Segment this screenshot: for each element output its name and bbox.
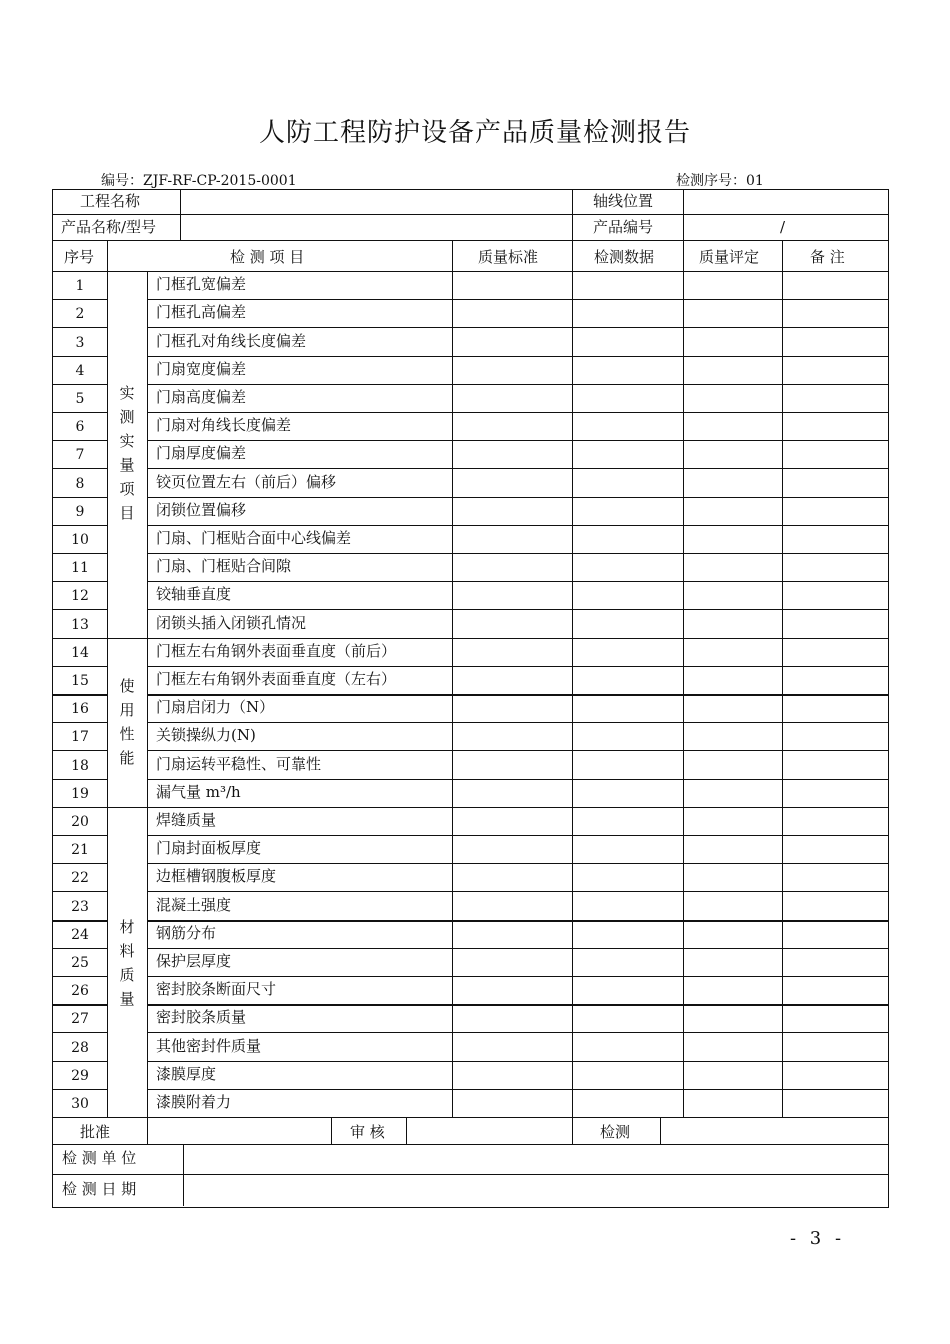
inspection-item: 铰轴垂直度 bbox=[156, 585, 232, 603]
table-rule bbox=[52, 722, 108, 723]
inspection-item: 密封胶条断面尺寸 bbox=[156, 980, 277, 998]
table-rule bbox=[52, 1174, 888, 1175]
table-rule bbox=[52, 891, 108, 892]
row-number: 27 bbox=[71, 1011, 89, 1027]
row-number: 23 bbox=[71, 898, 89, 915]
inspection-item: 门扇对角线长度偏差 bbox=[156, 416, 292, 434]
table-rule bbox=[147, 779, 888, 780]
table-rule bbox=[147, 863, 888, 864]
table-rule bbox=[52, 1061, 108, 1062]
product-name-label: 产品名称/型号 bbox=[61, 218, 157, 236]
header-standard: 质量标准 bbox=[478, 248, 539, 266]
row-number: 22 bbox=[71, 870, 89, 886]
table-rule bbox=[147, 468, 888, 469]
table-rule bbox=[52, 750, 108, 751]
table-rule bbox=[52, 609, 108, 610]
row-number: 26 bbox=[71, 983, 89, 999]
row-number: 4 bbox=[75, 363, 85, 379]
table-rule bbox=[52, 1117, 888, 1118]
row-number: 16 bbox=[71, 701, 89, 717]
table-rule bbox=[147, 525, 888, 526]
row-number: 24 bbox=[71, 927, 89, 943]
row-number: 15 bbox=[71, 673, 89, 689]
table-rule bbox=[572, 240, 573, 1117]
row-number: 12 bbox=[71, 588, 89, 604]
table-rule bbox=[52, 1004, 108, 1006]
inspection-item: 门框孔对角线长度偏差 bbox=[156, 331, 307, 350]
inspection-item: 混凝土强度 bbox=[156, 895, 232, 914]
row-number: 8 bbox=[75, 475, 85, 492]
table-rule bbox=[180, 189, 181, 240]
table-rule bbox=[52, 240, 888, 241]
row-number: 10 bbox=[71, 532, 89, 548]
inspect-label: 检测 bbox=[600, 1123, 631, 1141]
table-rule bbox=[147, 722, 888, 723]
table-rule bbox=[52, 299, 108, 300]
inspection-item: 焊缝质量 bbox=[156, 811, 217, 829]
table-rule bbox=[52, 948, 108, 949]
table-rule bbox=[147, 412, 888, 413]
row-number: 2 bbox=[75, 306, 85, 322]
inspection-item: 门扇、门框贴合间隙 bbox=[156, 557, 292, 575]
inspection-sequence: 检测序号：01 bbox=[676, 173, 764, 189]
table-rule bbox=[52, 863, 108, 864]
row-number: 19 bbox=[71, 786, 89, 802]
row-number: 30 bbox=[71, 1096, 89, 1112]
table-rule bbox=[147, 1061, 888, 1062]
inspection-item: 门框孔宽偏差 bbox=[156, 275, 247, 293]
row-number: 11 bbox=[71, 560, 89, 576]
table-rule bbox=[52, 327, 108, 328]
table-rule bbox=[52, 497, 108, 498]
category-measured-items: 实 测 实 量 项 目 bbox=[119, 384, 135, 522]
product-number-label: 产品编号 bbox=[593, 218, 654, 236]
table-rule bbox=[52, 976, 108, 977]
inspection-item: 门框孔高偏差 bbox=[156, 303, 247, 321]
inspection-item: 漏气量 m³/h bbox=[156, 783, 241, 801]
row-number: 13 bbox=[71, 616, 89, 633]
table-rule bbox=[147, 891, 888, 892]
table-rule bbox=[52, 779, 108, 780]
table-rule bbox=[147, 948, 888, 949]
header-remarks: 备 注 bbox=[810, 248, 845, 266]
table-rule bbox=[147, 497, 888, 498]
inspection-item: 门扇宽度偏差 bbox=[156, 360, 247, 378]
inspection-item: 门扇封面板厚度 bbox=[156, 839, 262, 857]
table-rule bbox=[147, 1032, 888, 1033]
row-number: 21 bbox=[71, 842, 89, 858]
table-rule bbox=[147, 440, 888, 441]
table-rule bbox=[147, 271, 148, 1117]
report-code: 编号：ZJF-RF-CP-2015-0001 bbox=[101, 173, 297, 189]
table-rule bbox=[52, 807, 888, 808]
table-rule bbox=[147, 299, 888, 300]
table-rule bbox=[147, 750, 888, 751]
inspection-item: 保护层厚度 bbox=[156, 952, 232, 970]
header-data: 检测数据 bbox=[594, 248, 655, 266]
inspection-item: 门框左右角钢外表面垂直度（左右） bbox=[156, 670, 397, 688]
inspection-item: 漆膜厚度 bbox=[156, 1065, 217, 1083]
table-rule bbox=[147, 553, 888, 554]
report-title: 人防工程防护设备产品质量检测报告 bbox=[258, 118, 691, 148]
table-rule bbox=[52, 468, 108, 469]
table-rule bbox=[147, 356, 888, 357]
inspection-item: 闭锁位置偏移 bbox=[156, 501, 247, 519]
inspection-item: 漆膜附着力 bbox=[156, 1093, 232, 1111]
table-rule bbox=[683, 240, 684, 1117]
table-rule bbox=[52, 835, 108, 836]
table-rule bbox=[107, 240, 108, 1117]
table-rule bbox=[572, 189, 573, 240]
inspection-item: 门扇高度偏差 bbox=[156, 388, 247, 406]
table-rule bbox=[52, 553, 108, 554]
row-number: 3 bbox=[75, 334, 85, 351]
inspection-unit-label: 检 测 单 位 bbox=[62, 1149, 137, 1167]
table-rule bbox=[147, 976, 888, 977]
axis-position-label: 轴线位置 bbox=[593, 192, 654, 210]
table-rule bbox=[52, 581, 108, 582]
table-rule bbox=[147, 581, 888, 582]
inspection-item: 关锁操纵力(N) bbox=[156, 726, 256, 744]
inspection-item: 边框槽钢腹板厚度 bbox=[156, 867, 277, 885]
table-rule bbox=[147, 609, 888, 610]
inspection-item: 门扇运转平稳性、可靠性 bbox=[156, 754, 322, 773]
page-number: - 3 - bbox=[790, 1228, 846, 1249]
table-rule bbox=[52, 920, 108, 922]
table-rule bbox=[683, 189, 684, 240]
table-rule bbox=[52, 694, 108, 696]
table-rule bbox=[147, 1117, 148, 1144]
table-rule bbox=[147, 327, 888, 328]
inspection-item: 闭锁头插入闭锁孔情况 bbox=[156, 613, 307, 632]
header-seq: 序号 bbox=[64, 248, 95, 266]
row-number: 20 bbox=[71, 814, 89, 830]
product-number-value: / bbox=[780, 218, 786, 236]
row-number: 14 bbox=[71, 645, 89, 661]
table-rule bbox=[52, 1089, 108, 1090]
table-rule bbox=[406, 1117, 407, 1144]
table-rule bbox=[52, 638, 888, 639]
table-rule bbox=[52, 412, 108, 413]
table-rule bbox=[183, 1144, 184, 1206]
category-performance: 使 用 性 能 bbox=[119, 677, 135, 767]
table-rule bbox=[147, 920, 888, 922]
inspection-item: 钢筋分布 bbox=[156, 924, 217, 942]
table-rule bbox=[52, 666, 108, 667]
project-name-label: 工程名称 bbox=[80, 192, 141, 210]
table-rule bbox=[52, 1144, 888, 1145]
table-rule bbox=[147, 384, 888, 385]
table-rule bbox=[147, 666, 888, 667]
row-number: 18 bbox=[71, 757, 89, 774]
inspection-item: 门扇、门框贴合面中心线偏差 bbox=[156, 529, 352, 547]
approve-label: 批准 bbox=[80, 1123, 111, 1141]
table-rule bbox=[52, 214, 888, 215]
header-item: 检 测 项 目 bbox=[230, 248, 305, 266]
row-number: 7 bbox=[75, 447, 85, 463]
table-rule bbox=[782, 240, 783, 1117]
table-rule bbox=[452, 240, 453, 1117]
category-material-quality: 材 料 质 量 bbox=[119, 918, 135, 1008]
inspection-item: 门扇厚度偏差 bbox=[156, 444, 247, 462]
table-rule bbox=[52, 1032, 108, 1033]
table-rule bbox=[52, 271, 888, 272]
review-label: 审 核 bbox=[350, 1123, 385, 1141]
table-rule bbox=[52, 525, 108, 526]
row-number: 6 bbox=[75, 419, 85, 435]
header-rating: 质量评定 bbox=[699, 248, 760, 266]
table-rule bbox=[572, 1117, 573, 1144]
table-rule bbox=[52, 356, 108, 357]
row-number: 5 bbox=[75, 391, 85, 407]
table-rule bbox=[52, 384, 108, 385]
row-number: 29 bbox=[71, 1068, 89, 1084]
table-rule bbox=[331, 1117, 332, 1144]
table-rule bbox=[147, 1004, 888, 1006]
table-rule bbox=[660, 1117, 661, 1144]
row-number: 28 bbox=[71, 1039, 89, 1056]
inspection-item: 门框左右角钢外表面垂直度（前后） bbox=[156, 642, 397, 660]
row-number: 17 bbox=[71, 729, 89, 745]
table-rule bbox=[147, 694, 888, 696]
table-rule bbox=[52, 440, 108, 441]
table-rule bbox=[147, 1089, 888, 1090]
row-number: 9 bbox=[75, 504, 85, 520]
row-number: 1 bbox=[75, 278, 85, 294]
inspection-date-label: 检 测 日 期 bbox=[62, 1180, 137, 1198]
inspection-item: 门扇启闭力（N） bbox=[156, 698, 275, 716]
table-rule bbox=[147, 835, 888, 836]
inspection-item: 其他密封件质量 bbox=[156, 1036, 262, 1055]
inspection-item: 密封胶条质量 bbox=[156, 1008, 247, 1026]
inspection-item: 铰页位置左右（前后）偏移 bbox=[156, 472, 337, 491]
row-number: 25 bbox=[71, 955, 89, 971]
